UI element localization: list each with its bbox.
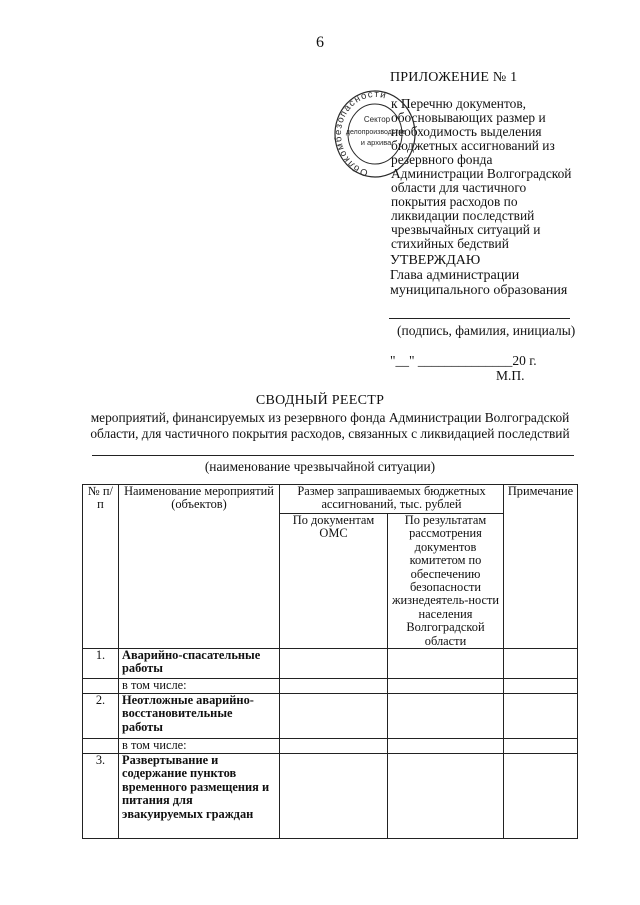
emergency-caption: (наименование чрезвычайной ситуации) — [204, 459, 436, 474]
appendix-line: резервного фонда — [391, 152, 493, 167]
row-committee-value — [388, 694, 504, 739]
appendix-line: Администрации Волгоградской — [391, 166, 572, 181]
row-note — [504, 694, 578, 739]
table-row — [83, 649, 578, 679]
header-num: № п/п — [83, 485, 119, 649]
appendix-line: области для частичного — [391, 180, 527, 195]
row-name: в том числе: — [119, 679, 280, 694]
table-row — [83, 754, 578, 839]
appendix-title: ПРИЛОЖЕНИЕ № 1 — [390, 70, 518, 85]
row-oms-value — [280, 679, 388, 694]
row-name: Аварийно-спасательные работы — [119, 649, 280, 679]
register-table — [82, 484, 578, 839]
appendix-line: обосновывающих размер и — [391, 110, 546, 125]
emergency-name-line — [92, 455, 574, 456]
row-note — [504, 754, 578, 839]
header-by-committee: По результатам рассмотрения документов комитетом по обеспечению безопасности жизнедеятель-ности населения Волгоградской области — [388, 514, 504, 649]
register-subtitle-line: мероприятий, финансируемых из резервного фонда Администрации Волгоградской — [90, 410, 570, 425]
row-num — [83, 739, 119, 754]
stamp-center-line: делопроизводства — [345, 129, 407, 136]
appendix-line: бюджетных ассигнований из — [391, 138, 555, 153]
row-name: Развертывание и содержание пунктов временного размещения и питания для эвакуируемых граждан — [119, 754, 280, 839]
header-amount: Размер запрашиваемых бюджетных ассигнований, тыс. рублей — [280, 485, 504, 514]
approval-block — [390, 253, 567, 298]
row-num — [83, 679, 119, 694]
register-title: СВОДНЫЙ РЕЕСТР — [255, 393, 385, 408]
row-oms-value — [280, 694, 388, 739]
approval-line: муниципального образования — [390, 283, 568, 298]
table-row — [83, 679, 578, 694]
approval-line: Глава администрации — [390, 268, 520, 283]
appendix-line: чрезвычайных ситуаций и — [391, 222, 541, 237]
header-by-oms: По документам ОМС — [280, 514, 388, 649]
office-stamp — [332, 90, 418, 186]
page-number: 6 — [316, 34, 324, 51]
row-note — [504, 739, 578, 754]
appendix-line: ликвидации последствий — [391, 208, 535, 223]
row-oms-value — [280, 649, 388, 679]
appendix-line: покрытия расходов по — [391, 194, 518, 209]
signature-line — [389, 318, 570, 319]
table-row — [83, 739, 578, 754]
row-committee-value — [388, 739, 504, 754]
row-committee-value — [388, 649, 504, 679]
register-subtitle-line: области, для частичного покрытия расходов, связанных с ликвидацией последствий — [90, 426, 570, 441]
row-note — [504, 649, 578, 679]
table-header-row — [83, 485, 578, 514]
appendix-line: стихийных бедствий — [391, 236, 509, 251]
stamp-ring-text: Облкомбезопасности — [332, 90, 389, 179]
header-note: Примечание — [504, 485, 578, 649]
signature-caption: (подпись, фамилия, инициалы) — [397, 323, 576, 338]
stamp-center-line: Сектор — [363, 115, 391, 124]
approval-title: УТВЕРЖДАЮ — [390, 253, 481, 268]
row-committee-value — [388, 754, 504, 839]
table-row — [83, 694, 578, 739]
row-oms-value — [280, 754, 388, 839]
register-subtitle — [80, 410, 580, 442]
row-num: 3. — [83, 754, 119, 839]
seal-place: М.П. — [496, 368, 525, 383]
row-num: 1. — [83, 649, 119, 679]
row-name: Неотложные аварийно-восстановительные работы — [119, 694, 280, 739]
row-oms-value — [280, 739, 388, 754]
row-num: 2. — [83, 694, 119, 739]
row-committee-value — [388, 679, 504, 694]
appendix-reference — [391, 97, 591, 251]
approval-date: "__" ______________20 г. — [390, 353, 537, 368]
stamp-center-line: и архива — [360, 138, 392, 147]
appendix-line: к Перечню документов, — [391, 96, 526, 111]
row-note — [504, 679, 578, 694]
appendix-line: необходимость выделения — [391, 124, 542, 139]
header-name: Наименование мероприятий (объектов) — [119, 485, 280, 649]
row-name: в том числе: — [119, 739, 280, 754]
